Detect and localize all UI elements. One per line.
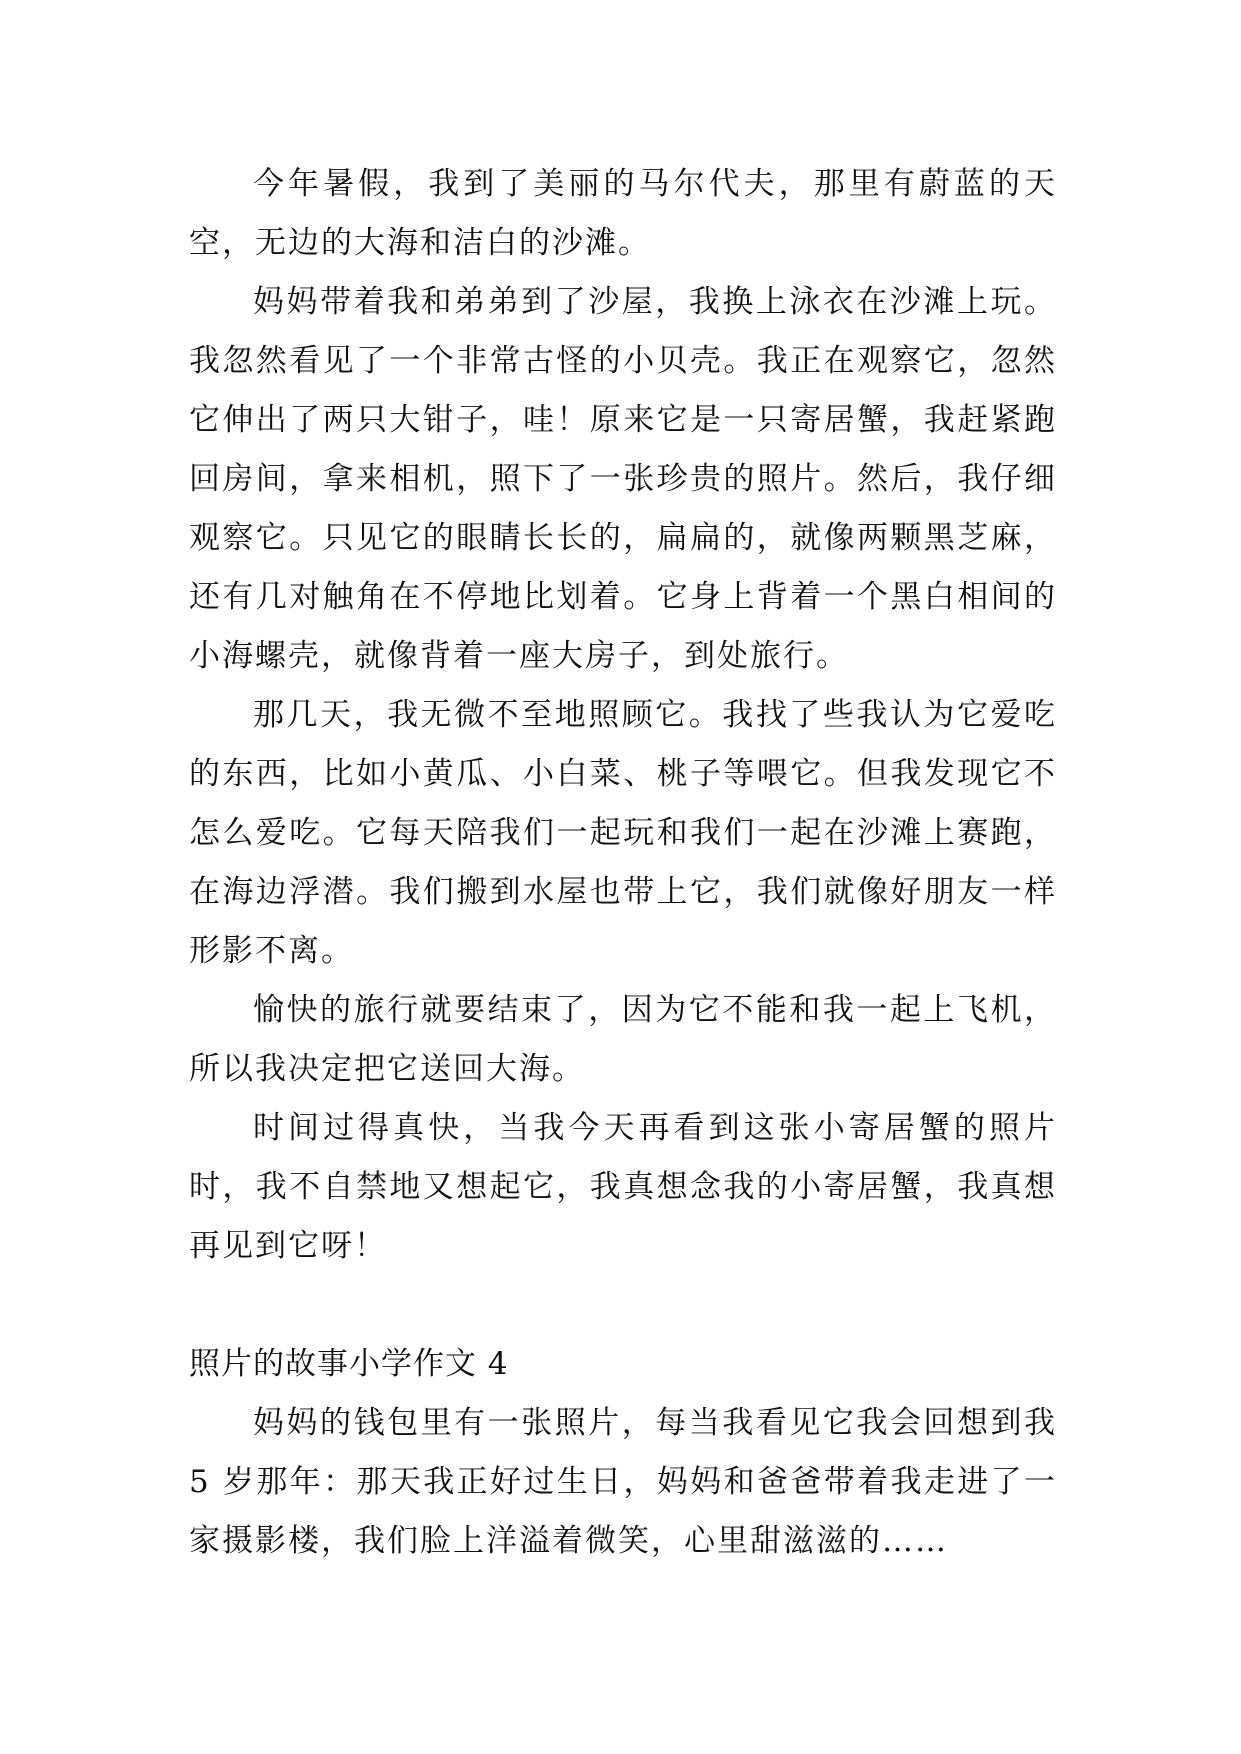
- paragraph-1: 今年暑假，我到了美丽的马尔代夫，那里有蔚蓝的天空，无边的大海和洁白的沙滩。: [189, 166, 1057, 261]
- section-gap: [189, 1276, 1057, 1335]
- paragraph-6: 妈妈的钱包里有一张照片，每当我看见它我会回想到我 5 岁那年：那天我正好过生日，妈妈和爸爸带着我走进了一家摄影楼，我们脸上洋溢着微笑，心里甜滋滋的……: [189, 1405, 1057, 1559]
- document-body: [189, 155, 1057, 1571]
- paragraph-5: 时间过得真快，当我今天再看到这张小寄居蟹的照片时，我不自禁地又想起它，我真想念我的小寄居蟹，我真想再见到它呀！: [189, 1110, 1057, 1264]
- paragraph-4: 愉快的旅行就要结束了，因为它不能和我一起上飞机，所以我决定把它送回大海。: [189, 992, 1057, 1087]
- paragraph-3: 那几天，我无微不至地照顾它。我找了些我认为它爱吃的东西，比如小黄瓜、小白菜、桃子等喂它。但我发现它不怎么爱吃。它每天陪我们一起玩和我们一起在沙滩上赛跑，在海边浮潜。我们搬到水屋也带上它，我们就像好朋友一样形影不离。: [189, 697, 1057, 969]
- section-heading: 照片的故事小学作文 4: [189, 1346, 509, 1382]
- paragraph-2: 妈妈带着我和弟弟到了沙屋，我换上泳衣在沙滩上玩。我忽然看见了一个非常古怪的小贝壳。我正在观察它，忽然它伸出了两只大钳子，哇！原来它是一只寄居蟹，我赶紧跑回房间，拿来相机，照下了一张珍贵的照片。然后，我仔细观察它。只见它的眼睛长长的，扁扁的，就像两颗黑芝麻，还有几对触角在不停地比划着。它身上背着一个黑白相间的小海螺壳，就像背着一座大房子，到处旅行。: [189, 284, 1057, 674]
